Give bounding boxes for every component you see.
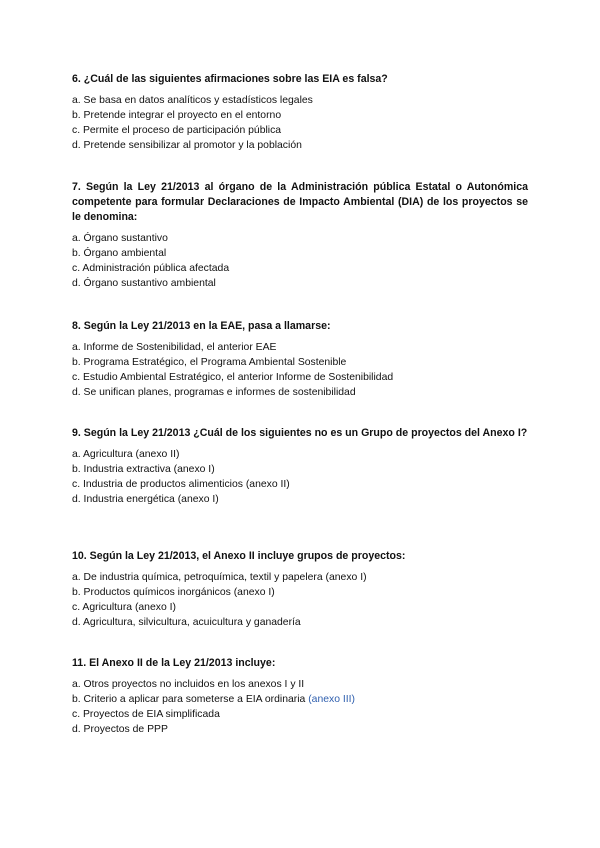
question-6 [72, 72, 528, 154]
answer-option-c: c. Permite el proceso de participación pública [72, 124, 282, 136]
answer-option-b: b. Productos químicos inorgánicos (anexo I) [72, 586, 275, 598]
question-9 [72, 426, 528, 508]
answer-option-b: b. Órgano ambiental [72, 247, 167, 259]
annex-reference-link[interactable]: (anexo III) [308, 693, 355, 705]
question-title: 7. Según la Ley 21/2013 al órgano de la Administración pública Estatal o Autonómica competente para formular Declaraciones de Impacto Ambiental (DIA) de los proyectos se le denomina: [72, 181, 528, 223]
answer-option-d: d. Órgano sustantivo ambiental [72, 277, 216, 289]
question-title: 9. Según la Ley 21/2013 ¿Cuál de los siguientes no es un Grupo de proyectos del Anexo I? [72, 427, 528, 439]
answer-option-b [72, 693, 528, 708]
answer-option-a: a. Órgano sustantivo [72, 233, 168, 244]
question-title: 6. ¿Cuál de las siguientes afirmaciones sobre las EIA es falsa? [72, 73, 388, 85]
answer-option-b: b. Programa Estratégico, el Programa Ambiental Sostenible [72, 356, 347, 368]
answer-option-a: a. Agricultura (anexo II) [72, 449, 180, 460]
answer-option-d: d. Proyectos de PPP [72, 723, 168, 735]
answer-option-d: d. Agricultura, silvicultura, acuicultura y ganadería [72, 616, 301, 628]
answer-option-b: b. Industria extractiva (anexo I) [72, 463, 215, 475]
question-11 [72, 656, 528, 738]
answer-option-a: a. Informe de Sostenibilidad, el anterior EAE [72, 342, 277, 353]
answer-option-c: c. Estudio Ambiental Estratégico, el anterior Informe de Sostenibilidad [72, 371, 394, 383]
answer-option-a: a. Otros proyectos no incluidos en los anexos I y II [72, 679, 305, 690]
question-7 [72, 180, 528, 292]
question-title: 10. Según la Ley 21/2013, el Anexo II incluye grupos de proyectos: [72, 550, 406, 562]
question-10 [72, 549, 528, 631]
answer-option-c: c. Agricultura (anexo I) [72, 601, 176, 613]
question-title: 8. Según la Ley 21/2013 en la EAE, pasa a llamarse: [72, 320, 331, 332]
answer-option-a: a. Se basa en datos analíticos y estadísticos legales [72, 95, 313, 106]
answer-option-c: c. Industria de productos alimenticios (anexo II) [72, 478, 290, 490]
answer-option-d: d. Industria energética (anexo I) [72, 493, 219, 505]
answer-option-a: a. De industria química, petroquímica, textil y papelera (anexo I) [72, 572, 367, 583]
question-title: 11. El Anexo II de la Ley 21/2013 incluye: [72, 657, 276, 669]
question-8 [72, 319, 528, 401]
answer-option-c: c. Proyectos de EIA simplificada [72, 708, 220, 720]
answer-option-d: d. Pretende sensibilizar al promotor y la población [72, 139, 302, 151]
answer-option-c: c. Administración pública afectada [72, 262, 230, 274]
answer-option-b: b. Pretende integrar el proyecto en el entorno [72, 109, 282, 121]
answer-option-d: d. Se unifican planes, programas e informes de sostenibilidad [72, 386, 356, 398]
answer-option-b-text: b. Criterio a aplicar para someterse a EIA ordinaria [72, 693, 306, 705]
